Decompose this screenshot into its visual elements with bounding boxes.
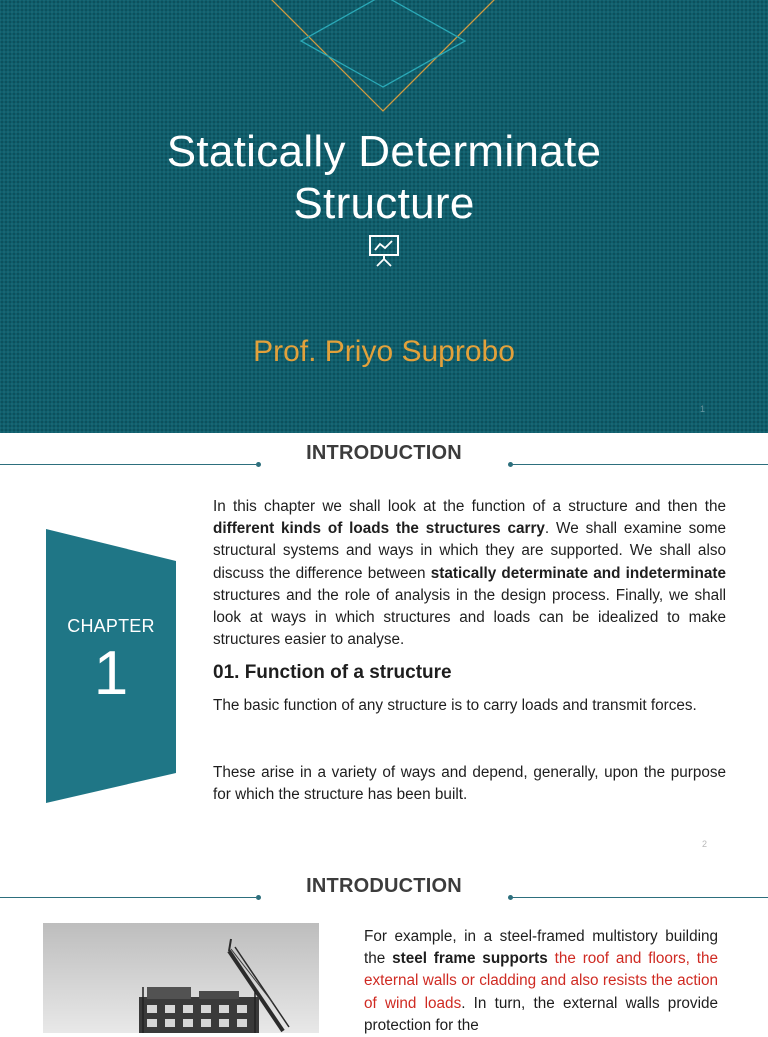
header-line-right [512,897,768,898]
example-paragraph [364,926,718,1037]
chapter-label: CHAPTER [67,616,155,636]
header-title: INTRODUCTION [306,442,462,464]
header-line-right [512,464,768,465]
introduction-slide [0,433,768,866]
slide-header [0,866,768,906]
chapter-number: 1 [93,639,129,708]
intro-text-3: structures and the role of analysis in the design process. Finally, we shall look at ways in which structures and loads can be idealized to make structures easier to analyse. [213,586,726,649]
header-title: INTRODUCTION [306,875,462,897]
introduction-slide-2 [0,866,768,1034]
intro-text-1: In this chapter we shall look at the function of a structure and then the [213,498,726,515]
title-line-1: Statically Determinate [166,127,602,176]
page-number: 2 [702,839,708,849]
presentation-title [0,126,768,230]
example-bold-1: steel frame supports [392,950,548,968]
example-text-2 [548,950,555,967]
presentation-chart-icon [368,234,400,268]
example-text-1: For example, in a steel-framed multistory building the [364,928,718,968]
intro-paragraph [213,496,726,651]
intro-bold-1: different kinds of loads the structures carry [213,520,545,538]
section-heading: 01. Function of a structure [213,662,452,683]
loads-paragraph: These arise in a variety of ways and depend, generally, upon the purpose for which the structure has been built. [213,764,726,804]
intro-bold-2: statically determinate and indeterminate [430,564,726,582]
page-number: 1 [700,404,706,414]
author-name: Prof. Priyo Suprobo [253,335,515,368]
title-line-2: Structure [293,179,475,228]
function-paragraph: The basic function of any structure is to carry loads and transmit forces. [213,697,697,714]
intro-text-2: . We shall examine some structural systems and ways in which they are supported. We shall also discuss the difference between [213,520,726,582]
slide-header [0,433,768,473]
example-red-text: the roof and floors, the external walls or cladding and also resists the action of wind loads [364,950,719,1012]
title-slide [0,0,768,433]
example-text-3: . In turn, the external walls provide protection for the [364,994,718,1034]
construction-crane-building-photo [43,923,319,1033]
